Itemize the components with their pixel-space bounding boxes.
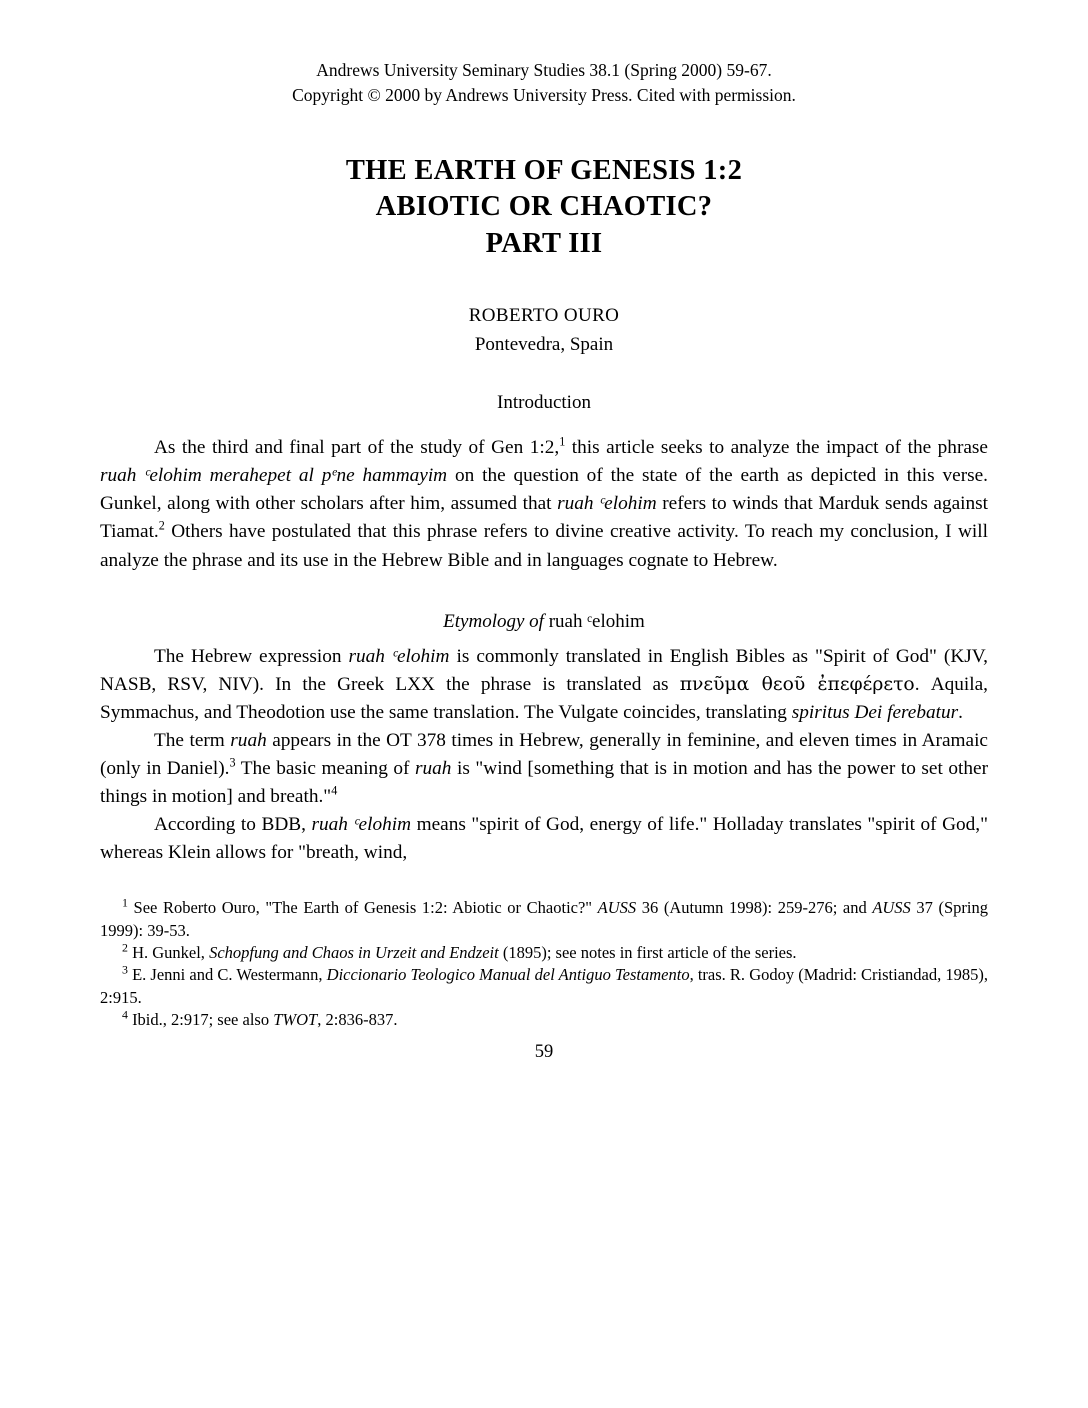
p4-ital1: ruah ᶜelohim	[311, 813, 412, 835]
title-line-3: PART III	[485, 227, 603, 259]
p1-seg2: this article seeks to analyze the impact of the phrase	[565, 437, 988, 459]
copyright-line: Copyright © 2000 by Andrews University Press. Cited with permission.	[292, 85, 796, 106]
p1-seg4: refers to winds that Marduk sends against Tiamat.	[100, 493, 989, 543]
p3-ital1: ruah	[230, 729, 267, 751]
author-name: ROBERTO OURO	[468, 305, 620, 327]
p2-greek: πνεῦμα θεοῦ ἐπεφέρετο	[679, 673, 915, 695]
footnote-marker-2: 2	[122, 940, 128, 955]
p3-ital2: ruah	[415, 757, 452, 779]
paragraph-4	[100, 811, 988, 867]
page-title	[100, 153, 988, 262]
author-location: Pontevedra, Spain	[474, 333, 614, 355]
paragraph-2	[100, 643, 988, 727]
p2-seg3: . Aquila, Symmachus, and Theodotion use the same translation. The Vulgate coincides, translating	[100, 673, 988, 723]
section-heading-introduction: Introduction	[497, 392, 591, 414]
footnote-2	[100, 942, 988, 964]
p2-seg1: The Hebrew expression	[154, 645, 349, 667]
p2-seg2: is commonly translated in English Bibles as "Spirit of God" (KJV, NASB, RSV, NIV). In the Greek LXX the phrase is translated as	[100, 645, 989, 695]
footnote-2-seg2: (1895); see notes in first article of the series.	[498, 942, 797, 962]
footnote-1-seg2: 36 (Autumn 1998): 259-276; and	[636, 898, 873, 918]
footnote-1-seg1: See Roberto Ouro, "The Earth of Genesis 1:2: Abiotic or Chaotic?"	[127, 898, 598, 918]
paragraph-1	[100, 434, 988, 574]
paragraph-3	[100, 727, 988, 811]
footnote-3-seg2: , tras. R. Godoy (Madrid: Cristiandad, 1985), 2:915.	[100, 965, 989, 1007]
footnote-3-ital1: Diccionario Teologico Manual del Antiguo Testamento	[326, 965, 690, 985]
p2-ital2: spiritus Dei ferebatur	[791, 701, 959, 723]
footnote-marker-3: 3	[122, 962, 128, 977]
footnote-4-seg2: , 2:836-837.	[317, 1010, 398, 1030]
p4-seg1: According to BDB,	[154, 813, 312, 835]
section-heading-etymology	[100, 611, 988, 633]
p1-seg3: on the question of the state of the earth as depicted in this verse. Gunkel, along with other scholars after him, assumed that	[100, 465, 989, 515]
author-block	[100, 302, 988, 358]
footnotes-section	[100, 897, 988, 1032]
footnote-3	[100, 964, 988, 1009]
p1-seg1: As the third and final part of the study of Gen 1:2,	[154, 437, 560, 459]
p1-ital1: ruah ᶜelohim merahepet al pᵉne hammayim	[100, 465, 448, 487]
p4-seg2: means "spirit of God, energy of life." Holladay translates "spirit of God," whereas Klein allows for "breath, wind,	[100, 813, 988, 863]
footnote-ref-3: 3	[229, 755, 236, 770]
footnote-1	[100, 897, 988, 942]
p2-ital1: ruah ᶜelohim	[348, 645, 450, 667]
footnote-4	[100, 1009, 988, 1031]
footnote-1-ital2: AUSS	[872, 898, 911, 918]
p1-ital2: ruah ᶜelohim	[557, 493, 657, 515]
p3-seg4: is "wind [something that is in motion and has the power to set other things in motion] and breath."	[100, 757, 988, 807]
title-line-1: THE EARTH OF GENESIS 1:2	[345, 154, 743, 186]
footnote-ref-4: 4	[331, 783, 338, 798]
footnote-4-seg1: Ibid., 2:917; see also	[127, 1010, 274, 1030]
etymology-heading-italic: Etymology of	[443, 610, 544, 632]
p3-seg2: appears in the OT 378 times in Hebrew, generally in feminine, and eleven times in Aramaic (only in Daniel).	[100, 729, 988, 779]
footnote-2-seg1: H. Gunkel,	[127, 942, 210, 962]
footnote-1-ital1: AUSS	[597, 898, 637, 918]
p2-seg4: .	[958, 701, 963, 723]
footnote-ref-1: 1	[559, 434, 566, 449]
p1-seg5: Others have postulated that this phrase refers to divine creative activity. To reach my conclusion, I will analyze the phrase and its use in the Hebrew Bible and in languages cognate to Hebrew.	[100, 521, 988, 571]
title-line-2: ABIOTIC OR CHAOTIC?	[375, 191, 713, 223]
p3-seg1: The term	[154, 729, 231, 751]
footnote-3-seg1: E. Jenni and C. Westermann,	[127, 965, 327, 985]
p3-seg3: The basic meaning of	[235, 757, 416, 779]
citation-line: Andrews University Seminary Studies 38.1 (Spring 2000) 59-67.	[316, 60, 772, 80]
footnote-marker-1: 1	[122, 895, 128, 910]
footnote-1-seg3: 37 (Spring 1999): 39-53.	[100, 898, 989, 940]
page-number: 59	[534, 1041, 554, 1062]
etymology-heading-rest: ruah ᶜelohim	[543, 610, 645, 632]
footnote-ref-2: 2	[158, 519, 165, 534]
footnote-marker-4: 4	[122, 1007, 128, 1022]
footnote-4-ital1: TWOT	[273, 1010, 318, 1030]
footnote-2-ital1: Schopfung and Chaos in Urzeit and Endzeit	[209, 942, 499, 962]
copyright-header	[100, 58, 988, 109]
